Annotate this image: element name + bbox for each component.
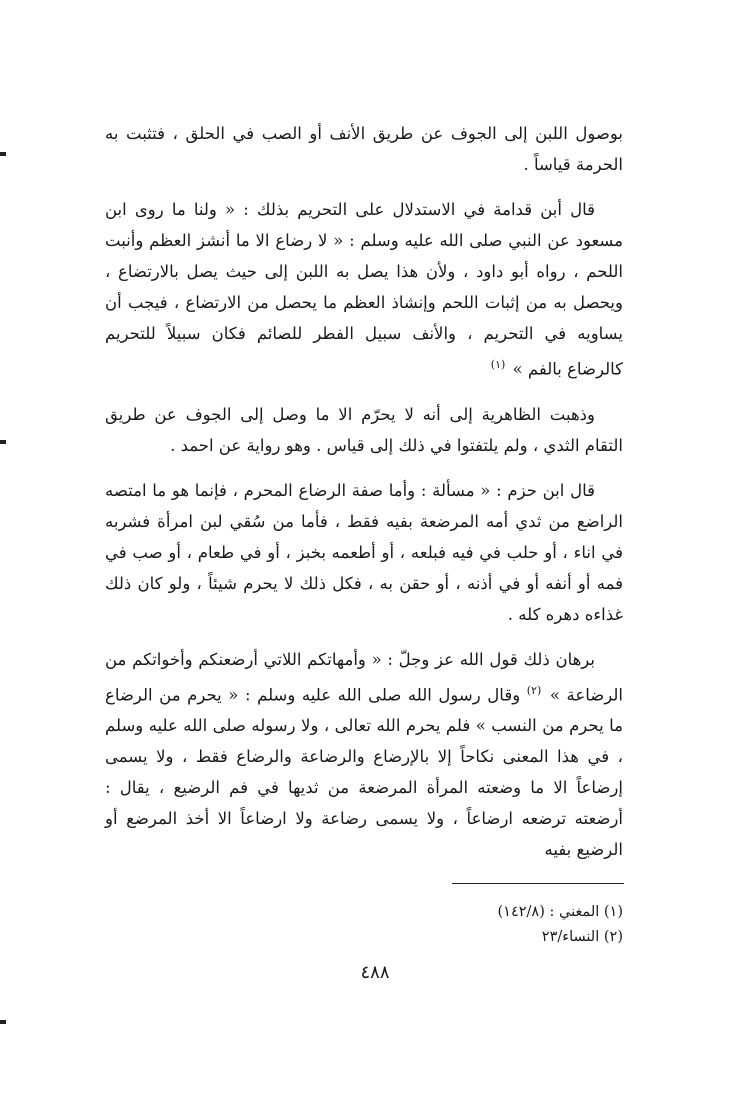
- paragraph-1: [105, 118, 623, 180]
- paragraph-5-tail: وقال رسول الله صلى الله عليه وسلم : « يحرم من الرضاع ما يحرم من النسب » فلم يحرم الله تعالى ، ولا رسوله صلى الله عليه وسلم ، في هذا المعنى نكاحاً إلا بالإرضاع والرضاعة والرضاع فقط ، ولا يسمى إرضاعاً الا ما وضعته المرأة المرضعة من ثديها في فم الرضيع ، يقال : أرضعته ترضعه ارضاعاً ، ولا يسمى رضاعة ولا ارضاعاً الا أخذ المرضع أو الرضيع بفيه: [105, 685, 623, 859]
- margin-mark-top: [0, 152, 6, 156]
- paragraph-2: [105, 194, 623, 385]
- paragraph-4-text: قال ابن حزم : « مسألة : وأما صفة الرضاع المحرم ، فإنما هو ما امتصه الراضع من ثدي أمه المرضعة بفيه فقط ، فأما من سُقي لبن امرأة فشربه في اناء ، أو حلب في فيه فبلعه ، أو أطعمه بخبز ، أو في طعام ، أو صب في فمه أو أنفه أو في أذنه ، أو حقن به ، فكل ذلك لا يحرم شيئاً ، ولو كان ذلك غذاءه دهره كله .: [105, 480, 623, 624]
- footnote-1: (١) المغني : (١٤٢/٨): [497, 904, 623, 920]
- paragraph-4: [105, 475, 623, 630]
- footnote-2: (٢) النساء/٢٣: [541, 929, 623, 945]
- paragraph-1-text: بوصول اللبن إلى الجوف عن طريق الأنف أو الصب في الحلق ، فتثبت به الحرمة قياساً .: [105, 124, 623, 174]
- page-body: [105, 118, 623, 879]
- margin-mark-bottom: [0, 1020, 6, 1024]
- paragraph-2-text: قال أبن قدامة في الاستدلال على التحريم بذلك : « ولنا ما روى ابن مسعود عن النبي صلى الله عليه وسلم : « لا رضاع الا ما أنشز العظم وأنبت اللحم ، رواه أبو داود ، ولأن هذا يصل به اللبن إلى حيث يصل بالارتضاع ، ويحصل به من إثبات اللحم وإنشاذ العظم ما يحصل من الارتضاع ، فيجب أن يساويه في التحريم ، والأنف سبيل الفطر للصائم فكان سبيلاً للتحريم كالرضاع بالفم »: [105, 200, 623, 379]
- page-number: ٤٨٨: [360, 962, 390, 983]
- paragraph-3: [105, 399, 623, 461]
- paragraph-3-text: وذهبت الظاهرية إلى أنه لا يحرّم الا ما وصل إلى الجوف عن طريق التقام الثدي ، ولم يلتفتوا في ذلك إلى قياس . وهو رواية عن احمد .: [105, 404, 623, 455]
- paragraph-5-text: برهان ذلك قول الله عز وجلّ : « وأمهاتكم اللاتي أرضعنكم وأخواتكم من الرضاعة »: [105, 649, 623, 704]
- footnote-ref-1: (١): [490, 358, 506, 371]
- footnote-ref-2: (٢): [526, 683, 542, 697]
- margin-mark-middle: [0, 440, 6, 444]
- footnote-divider: [452, 883, 624, 884]
- paragraph-5: [105, 644, 623, 866]
- footnotes: [105, 900, 623, 950]
